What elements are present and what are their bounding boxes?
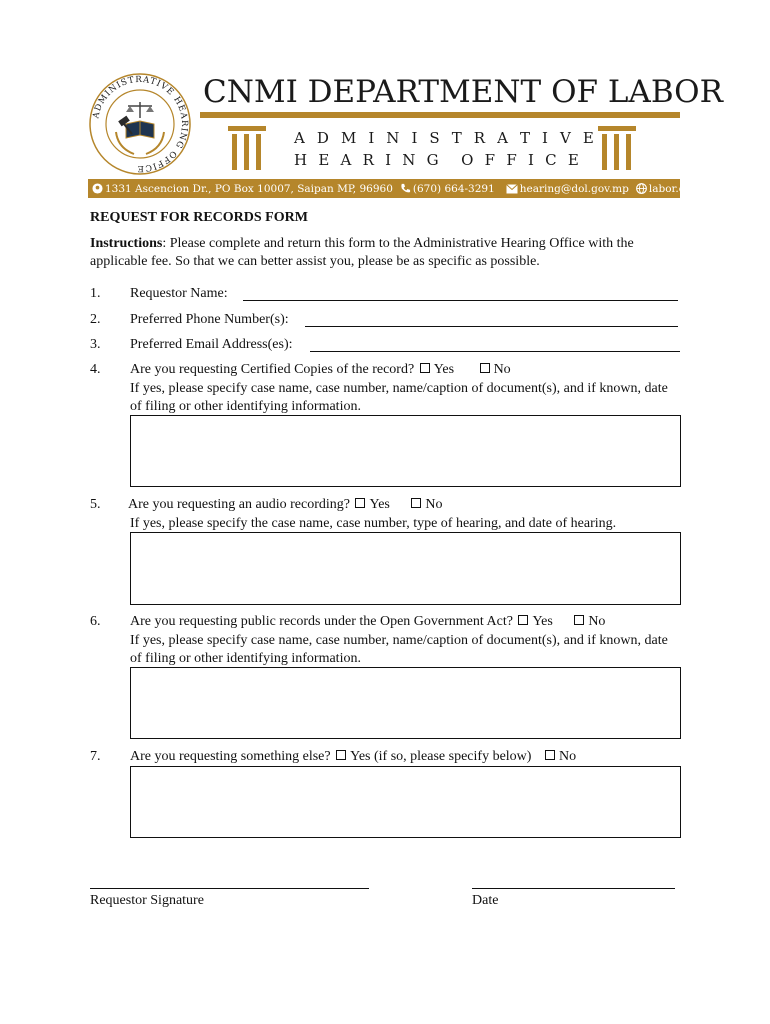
email-text: hearing@dol.gov.mp <box>519 182 629 195</box>
audio-recording-details-box[interactable] <box>130 532 681 605</box>
globe-icon <box>636 183 647 194</box>
signature-label: Requestor Signature <box>90 893 204 908</box>
open-government-details-box[interactable] <box>130 667 681 739</box>
email-address-field[interactable] <box>310 351 680 352</box>
question-detail: If yes, please specify case name, case number, name/caption of document(s), and if known, date of filing or other identifying information. <box>130 633 668 666</box>
yes-checkbox[interactable] <box>355 498 365 508</box>
question-detail: If yes, please specify case name, case number, name/caption of document(s), and if known, date of filing or other identifying information. <box>130 381 668 414</box>
date-label: Date <box>472 893 499 908</box>
phone-text: (670) 664-3291 <box>412 182 495 195</box>
yes-checkbox[interactable] <box>336 750 346 760</box>
question-number: 6. <box>90 614 101 629</box>
no-checkbox[interactable] <box>480 363 490 373</box>
field-number: 2. <box>90 312 101 327</box>
website-text: labor.cnmi.gov <box>648 182 728 195</box>
question-open-government: Are you requesting public records under the Open Government Act? Yes No <box>130 614 606 629</box>
question-detail: If yes, please specify the case name, case number, type of hearing, and date of hearing. <box>130 516 617 531</box>
form-title: REQUEST FOR RECORDS FORM <box>90 210 308 225</box>
no-checkbox[interactable] <box>545 750 555 760</box>
email-address-label: Preferred Email Address(es): <box>130 337 293 352</box>
no-checkbox[interactable] <box>574 615 584 625</box>
mail-icon <box>506 184 518 194</box>
question-number: 5. <box>90 497 101 512</box>
pillar-icon-left <box>228 126 266 170</box>
address-text: 1331 Ascencion Dr., PO Box 10007, Saipan MP, 96960 <box>105 182 393 195</box>
office-name-line-1: A D M I N I S T R A T I V E <box>294 129 594 147</box>
office-name-line-2: H E A R I N G O F F I C E <box>294 151 579 169</box>
signature-field[interactable] <box>90 888 369 889</box>
office-seal-logo <box>88 72 192 176</box>
question-certified-copies: Are you requesting Certified Copies of the record? Yes No <box>130 362 511 377</box>
other-request-details-box[interactable] <box>130 766 681 838</box>
location-pin-icon <box>92 183 103 194</box>
department-title: CNMI DEPARTMENT OF LABOR <box>203 74 723 110</box>
requestor-name-field[interactable] <box>243 300 678 301</box>
question-audio-recording: Are you requesting an audio recording? Yes No <box>128 497 443 512</box>
question-something-else: Are you requesting something else? Yes (if so, please specify below) No <box>130 749 577 764</box>
instructions-label: Instructions <box>90 236 163 251</box>
question-number: 7. <box>90 749 101 764</box>
yes-checkbox[interactable] <box>518 615 528 625</box>
phone-number-label: Preferred Phone Number(s): <box>130 312 289 327</box>
header-rule <box>200 112 680 118</box>
field-number: 3. <box>90 337 101 352</box>
contact-bar <box>88 179 728 198</box>
pillar-icon-right <box>598 126 636 170</box>
phone-number-field[interactable] <box>305 326 678 327</box>
field-number: 1. <box>90 286 101 301</box>
date-field[interactable] <box>472 888 675 889</box>
certified-copies-details-box[interactable] <box>130 415 681 487</box>
yes-checkbox[interactable] <box>420 363 430 373</box>
phone-icon <box>400 183 411 194</box>
instructions-text: : Please complete and return this form to the Administrative Hearing Office with the applicable fee. So that we can better assist you, please be as specific as possible. <box>90 236 634 269</box>
instructions <box>90 235 682 271</box>
question-number: 4. <box>90 362 101 377</box>
svg-text:ADMINISTRATIVE HEARING OFFICE: ADMINISTRATIVE HEARING OFFICE <box>91 74 190 174</box>
no-checkbox[interactable] <box>411 498 421 508</box>
requestor-name-label: Requestor Name: <box>130 286 228 301</box>
